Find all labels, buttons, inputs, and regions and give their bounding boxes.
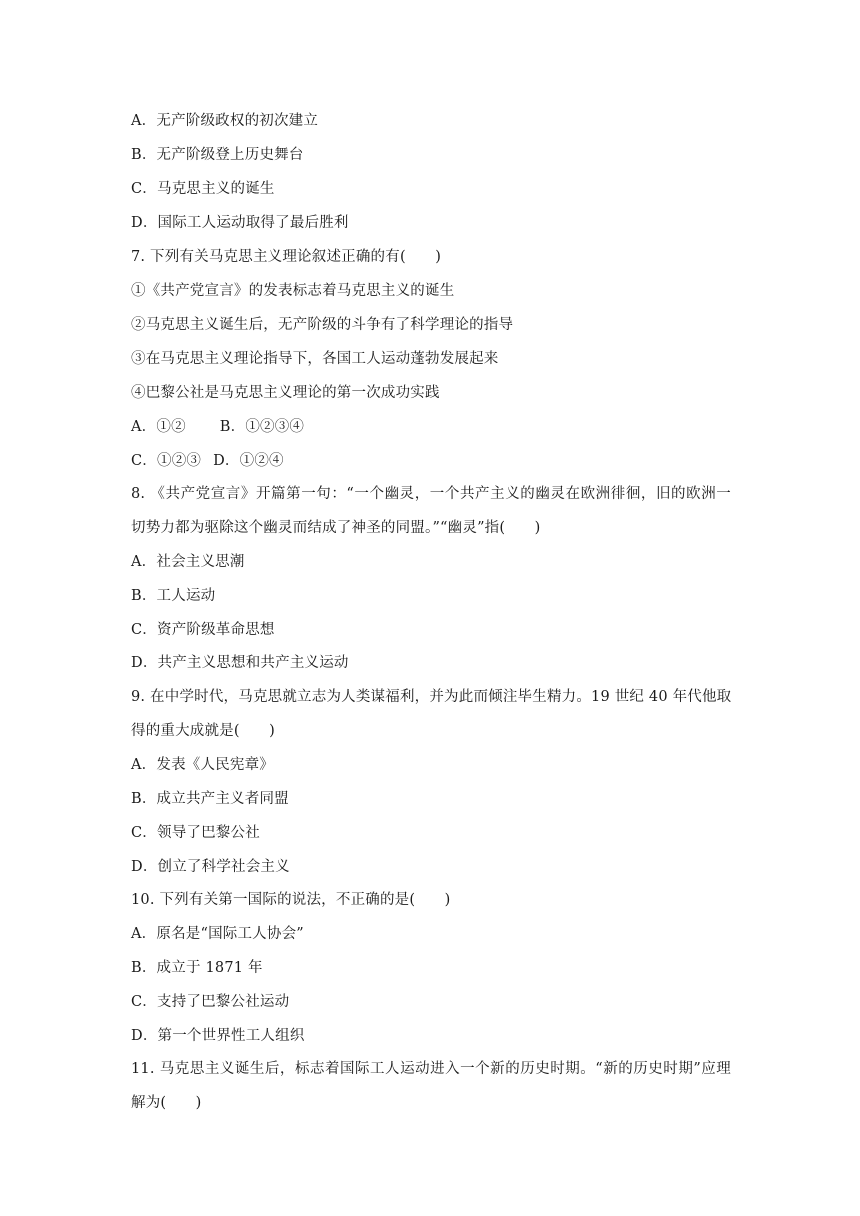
q7-item-1: ①《共产党宣言》的发表标志着马克思主义的诞生 [131, 283, 455, 299]
q10-option-d: D．第一个世界性工人组织 [131, 1028, 305, 1044]
q6-option-c: C．马克思主义的诞生 [131, 181, 275, 197]
q7-option-c: C．①②③ [131, 453, 202, 469]
q8-stem-line-1: 8. 《共产党宣言》开篇第一句：“一个幽灵，一个共产主义的幽灵在欧洲徘徊，旧的欧洲一 [131, 486, 731, 502]
q8-option-b: B．工人运动 [131, 588, 216, 604]
q10-option-c: C．支持了巴黎公社运动 [131, 994, 290, 1010]
q9-stem-line-2: 得的重大成就是( ) [131, 723, 276, 739]
q8-option-d: D．共产主义思想和共产主义运动 [131, 655, 349, 671]
q9-option-a: A．发表《人民宪章》 [131, 757, 274, 773]
q10-stem: 10. 下列有关第一国际的说法，不正确的是( ) [131, 892, 451, 908]
q7-item-2: ②马克思主义诞生后，无产阶级的斗争有了科学理论的指导 [131, 317, 514, 333]
q6-option-a: A．无产阶级政权的初次建立 [131, 113, 319, 129]
q9-stem-line-1: 9. 在中学时代，马克思就立志为人类谋福利，并为此而倾注毕生精力。19 世纪 40 年代他取 [131, 689, 732, 705]
q8-option-c: C．资产阶级革命思想 [131, 622, 275, 638]
q11-stem-line-1: 11. 马克思主义诞生后，标志着国际工人运动进入一个新的历史时期。“新的历史时期”应理 [131, 1061, 731, 1077]
q9-option-c: C．领导了巴黎公社 [131, 825, 260, 841]
q11-stem-line-2: 解为( ) [131, 1095, 202, 1111]
q6-option-b: B．无产阶级登上历史舞台 [131, 147, 304, 163]
q10-option-b: B．成立于 1871 年 [131, 960, 263, 976]
q10-option-a: A．原名是“国际工人协会” [131, 926, 304, 942]
q9-option-d: D．创立了科学社会主义 [131, 859, 290, 875]
q7-options-row-2 [131, 451, 284, 471]
q8-stem-line-2: 切势力都为驱除这个幽灵而结成了神圣的同盟。”“幽灵”指( ) [131, 520, 541, 536]
q7-option-d: D．①②④ [213, 453, 284, 469]
q8-option-a: A．社会主义思潮 [131, 554, 245, 570]
q7-item-4: ④巴黎公社是马克思主义理论的第一次成功实践 [131, 385, 440, 401]
q6-option-d: D．国际工人运动取得了最后胜利 [131, 215, 349, 231]
q7-option-b: B．①②③④ [219, 419, 305, 435]
q7-options-row-1 [131, 417, 304, 437]
q7-item-3: ③在马克思主义理论指导下，各国工人运动蓬勃发展起来 [131, 351, 499, 367]
q7-option-a: A．①② [131, 419, 186, 435]
q9-option-b: B．成立共产主义者同盟 [131, 791, 289, 807]
q7-stem: 7. 下列有关马克思主义理论叙述正确的有( ) [131, 249, 442, 265]
